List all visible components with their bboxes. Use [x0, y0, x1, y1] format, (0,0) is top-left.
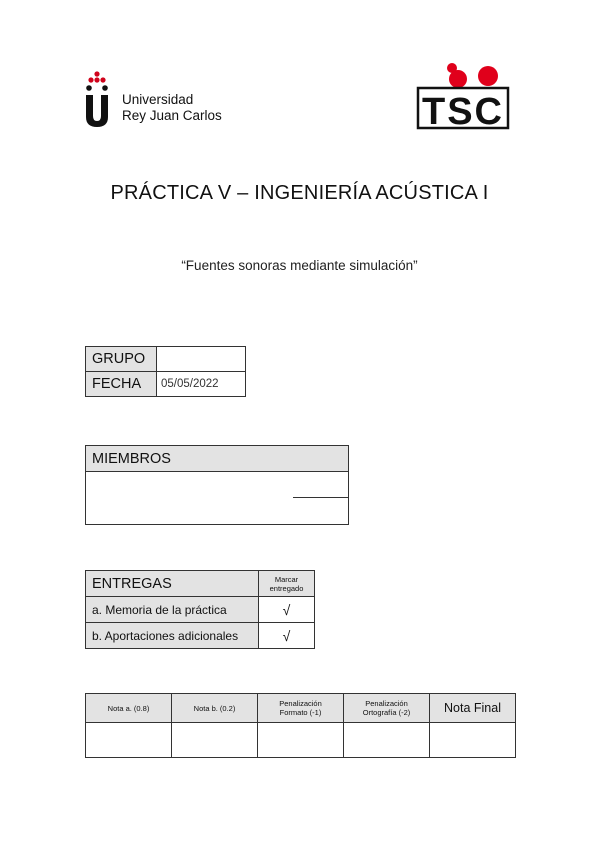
delivery-checkmark[interactable]: √ [259, 623, 315, 649]
format-penalty-header-line2: Formato (-1) [279, 708, 322, 717]
fecha-field[interactable]: 05/05/2022 [157, 372, 246, 397]
grade-b-header [172, 694, 258, 723]
mark-delivered-header [259, 571, 315, 597]
spelling-penalty-header [344, 694, 430, 723]
fecha-row [86, 372, 246, 397]
group-date-table [85, 346, 246, 397]
spelling-penalty-header-line1: Penalización [365, 699, 408, 708]
grade-a-header [86, 694, 172, 723]
members-field[interactable] [86, 472, 349, 525]
deliveries-label: ENTREGAS [86, 571, 259, 597]
deliveries-header-row [86, 571, 315, 597]
grade-a-header-text: Nota a. (0.8) [107, 703, 150, 713]
urjc-name-line1: Universidad [122, 92, 194, 107]
grupo-field[interactable] [157, 347, 246, 372]
tsc-logo-icon [412, 60, 516, 134]
grupo-label: GRUPO [86, 347, 157, 372]
final-grade-header: Nota Final [430, 694, 516, 723]
grades-value-row [86, 723, 516, 758]
grupo-row [86, 347, 246, 372]
mark-header-line2: entregado [269, 583, 304, 593]
fecha-label: FECHA [86, 372, 157, 397]
tsc-logo-text: TSC [422, 91, 504, 133]
grade-b-field[interactable] [172, 723, 258, 758]
delivery-row [86, 597, 315, 623]
delivery-item-label: b. Aportaciones adicionales [86, 623, 259, 649]
member-line [293, 497, 349, 498]
members-table [85, 445, 349, 525]
grade-b-header-text: Nota b. (0.2) [193, 703, 236, 713]
grades-table [85, 693, 516, 758]
delivery-row [86, 623, 315, 649]
page-title: PRÁCTICA V – INGENIERÍA ACÚSTICA I [110, 182, 489, 204]
deliveries-table [85, 570, 315, 649]
urjc-emblem-icon [84, 68, 124, 130]
delivery-checkmark[interactable]: √ [259, 597, 315, 623]
mark-header-line1: Marcar [274, 574, 299, 584]
urjc-name-line2: Rey Juan Carlos [122, 108, 222, 123]
urjc-name [122, 92, 222, 124]
urjc-logo [84, 68, 244, 130]
spelling-penalty-header-line2: Ortografía (-2) [362, 708, 411, 717]
format-penalty-header [258, 694, 344, 723]
page-subtitle: “Fuentes sonoras mediante simulación” [181, 258, 418, 273]
tsc-logo [412, 60, 516, 134]
grade-a-field[interactable] [86, 723, 172, 758]
members-label: MIEMBROS [86, 446, 349, 472]
delivery-item-label: a. Memoria de la práctica [86, 597, 259, 623]
format-penalty-field[interactable] [258, 723, 344, 758]
final-grade-field[interactable] [430, 723, 516, 758]
grades-header-row [86, 694, 516, 723]
spelling-penalty-field[interactable] [344, 723, 430, 758]
format-penalty-header-line1: Penalización [279, 699, 322, 708]
